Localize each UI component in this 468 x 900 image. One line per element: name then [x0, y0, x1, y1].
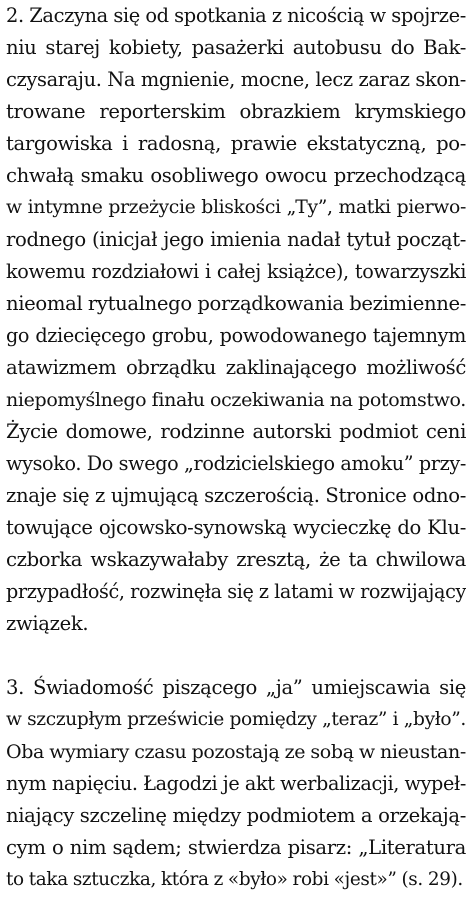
text-line: towujące ojcowsko-synowską wycieczkę do Klu-	[6, 516, 466, 539]
text-line: znaje się z ujmującą szczerością. Stronice odno-	[6, 484, 466, 507]
text-line: w szczupłym prześwicie pomiędzy „teraz” i „było”.	[6, 709, 466, 730]
book-page	[6, 0, 466, 900]
text-line: targowiska i radosną, prawie ekstatyczną, po-	[6, 132, 466, 155]
text-line: 2. Zaczyna się od spotkania z nicością w spojrze-	[6, 4, 466, 27]
text-line: czysaraju. Na mgnienie, mocne, lecz zaraz skon-	[6, 68, 466, 91]
text-line: nym napięciu. Łagodzi je akt werbalizacji, wypeł-	[6, 772, 466, 795]
text-line: kowemu rozdziałowi i całej książce), towarzyszki	[6, 260, 466, 283]
text-line: go dziecięcego grobu, powodowanego tajemnym	[6, 324, 466, 347]
text-line: 3. Świadomość piszącego „ja” umiejscawia się	[6, 676, 466, 699]
text-line: niu starej kobiety, pasażerki autobusu do Bak-	[6, 36, 466, 59]
text-line: niający szczelinę między podmiotem a orzekają-	[6, 804, 466, 827]
text-line: związek.	[6, 612, 89, 635]
text-line: rodnego (inicjał jego imienia nadał tytuł począt-	[6, 228, 466, 251]
text-line: wysoko. Do swego „rodzicielskiego amoku” przy-	[6, 452, 466, 475]
text-line: przypadłość, rozwinęła się z latami w rozwijający	[6, 580, 466, 603]
text-line: atawizmem obrządku zaklinającego możliwość	[6, 356, 466, 379]
text-line: chwałą smaku osobliwego owocu przechodzącą	[6, 164, 466, 187]
text-line: Życie domowe, rodzinne autorski podmiot ceni	[6, 420, 466, 443]
text-line: trowane reporterskim obrazkiem krymskiego	[6, 100, 466, 123]
text-line: Oba wymiary czasu pozostają ze sobą w nieustan-	[6, 741, 466, 763]
text-line: niepomyślnego finału oczekiwania na potomstwo.	[6, 389, 466, 411]
text-line: w intymne przeżycie bliskości „Ty”, matki pierwo-	[6, 197, 466, 218]
text-line: czborka wskazywałaby zresztą, że ta chwilowa	[6, 548, 466, 571]
text-line: cym o nim sądem; stwierdza pisarz: „Literatura	[6, 836, 466, 859]
text-line: to taka sztuczka, która z «było» robi «jest»” (s. 29).	[6, 869, 463, 890]
text-line: nieomal rytualnego porządkowania bezimienne-	[6, 292, 466, 315]
